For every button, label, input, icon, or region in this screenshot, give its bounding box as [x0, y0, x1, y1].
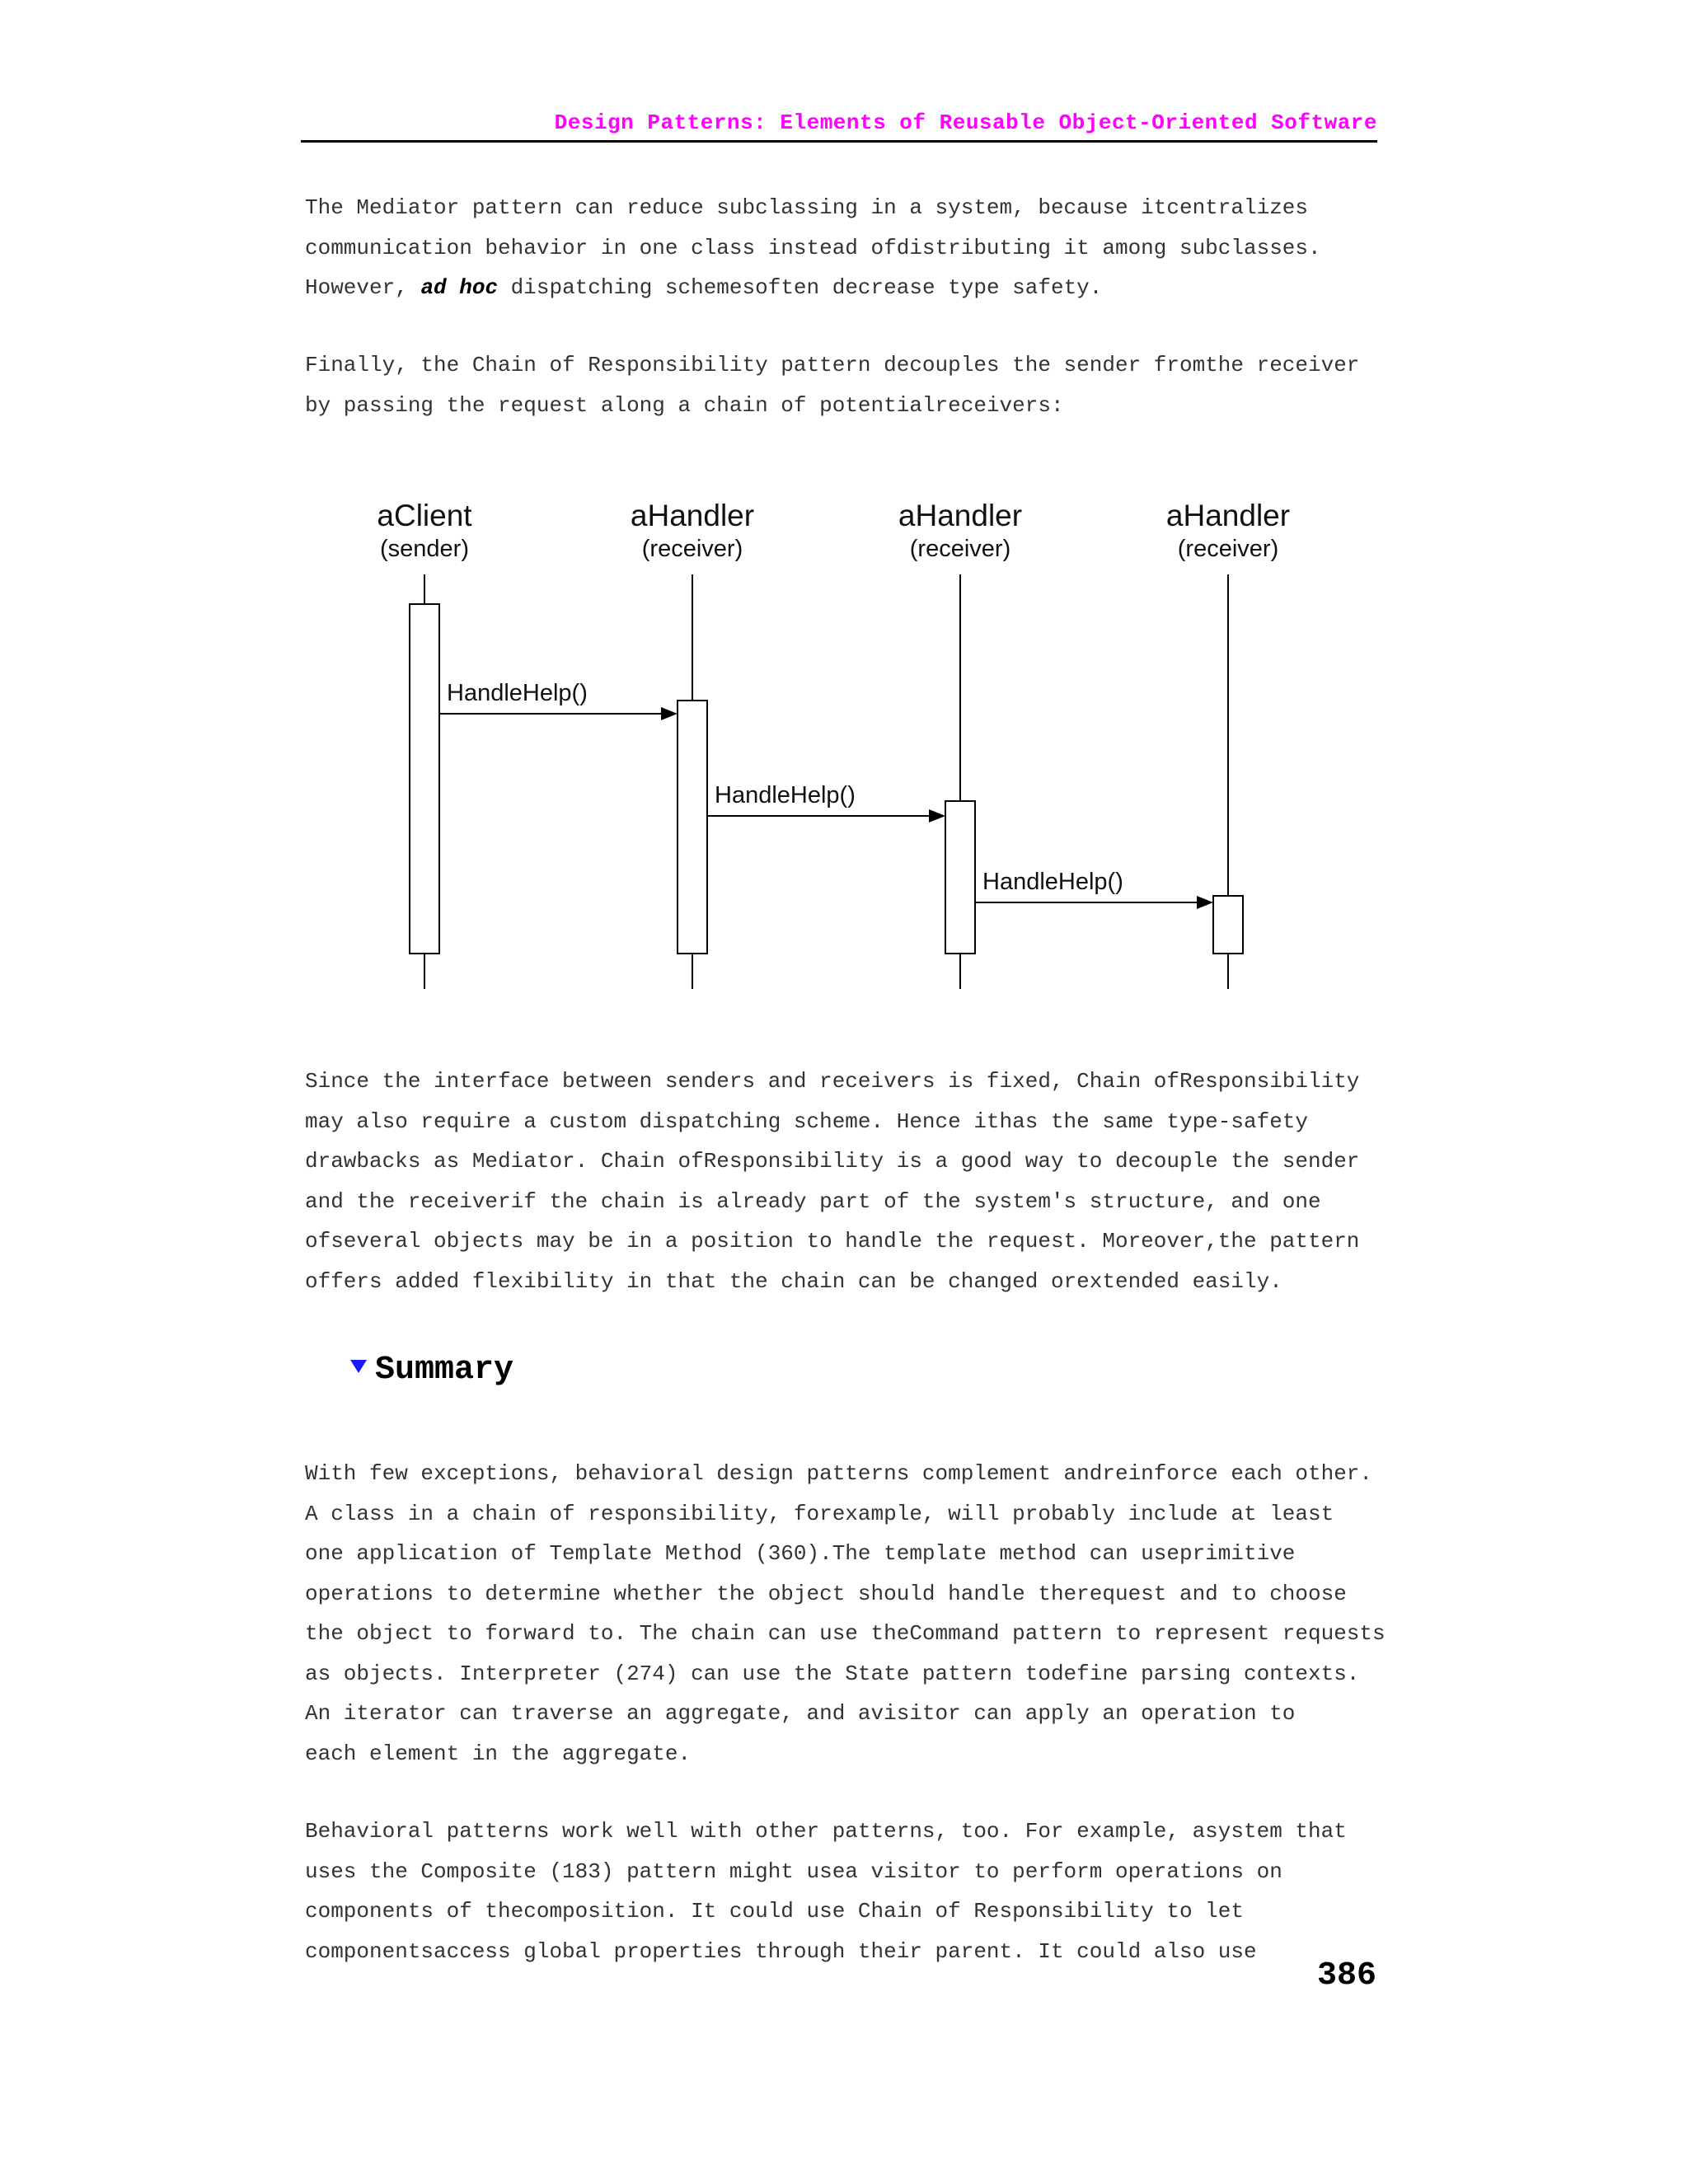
text-line: Finally, the Chain of Responsibility pattern decouples the sender fromthe receiver	[305, 353, 1360, 377]
object-role-handler-1: (receiver)	[641, 536, 743, 562]
page-number: 386	[1316, 1957, 1376, 1994]
text-line: operations to determine whether the object should handle therequest and to choose	[305, 1581, 1347, 1606]
text-line: one application of Template Method (360).The template method can useprimitive	[305, 1541, 1296, 1566]
paragraph-summary	[305, 1454, 1386, 1774]
paragraph-combining-patterns	[305, 1811, 1376, 1971]
text-line: An iterator can traverse an aggregate, and avisitor can apply an operation to	[305, 1701, 1296, 1726]
paragraph-chain-tradeoffs	[305, 1062, 1376, 1301]
text-line: componentsaccess global properties through their parent. It could also use	[305, 1938, 1257, 1964]
emphasis-ad-hoc: ad hoc	[420, 275, 499, 300]
text-line: drawbacks as Mediator. Chain ofResponsibility is a good way to decouple the sender	[305, 1149, 1360, 1174]
text-line: The Mediator pattern can reduce subclassing in a system, because itcentralizes	[305, 195, 1308, 220]
text-fragment: However,	[305, 275, 421, 300]
text-line: as objects. Interpreter (274) can use the State pattern todefine parsing contexts.	[305, 1661, 1360, 1686]
text-line: communication behavior in one class instead ofdistributing it among subclasses.	[305, 235, 1321, 260]
message-label-1: HandleHelp()	[447, 680, 588, 706]
message-label-2: HandleHelp()	[715, 782, 856, 808]
running-header: Design Patterns: Elements of Reusable Object-Oriented Software	[554, 110, 1377, 135]
activation-handler-3	[1213, 896, 1243, 954]
message-arrowhead-1	[661, 707, 678, 720]
message-arrowhead-3	[1197, 896, 1213, 909]
message-arrowhead-2	[929, 809, 945, 823]
text-line: may also require a custom dispatching scheme. Hence ithas the same type-safety	[305, 1108, 1308, 1134]
text-fragment: dispatching schemesoften decrease type safety.	[498, 275, 1103, 300]
object-name-handler-1: aHandler	[630, 499, 755, 532]
collapse-triangle-icon[interactable]	[350, 1360, 367, 1373]
text-line: Behavioral patterns work well with other patterns, too. For example, asystem that	[305, 1819, 1347, 1844]
summary-heading-text: Summary	[375, 1352, 514, 1389]
text-line: offers added flexibility in that the chain can be changed orextended easily.	[305, 1268, 1282, 1294]
object-role-handler-3: (receiver)	[1177, 536, 1279, 562]
activation-client	[410, 604, 439, 954]
activation-handler-2	[945, 801, 975, 954]
text-line: by passing the request along a chain of potentialreceivers:	[305, 392, 1064, 418]
text-line: each element in the aggregate.	[305, 1741, 692, 1766]
text-line: uses the Composite (183) pattern might usea visitor to perform operations on	[305, 1858, 1282, 1884]
text-line: the object to forward to. The chain can use theCommand pattern to represent requests	[305, 1621, 1386, 1646]
summary-heading[interactable]	[350, 1352, 513, 1389]
object-name-handler-3: aHandler	[1165, 499, 1291, 532]
object-role-handler-2: (receiver)	[909, 536, 1011, 562]
object-role-client: (sender)	[380, 536, 469, 562]
text-line: ofseveral objects may be in a position to handle the request. Moreover,the pattern	[305, 1229, 1360, 1254]
object-name-client: aClient	[377, 499, 472, 532]
object-name-handler-2: aHandler	[898, 499, 1023, 532]
activation-handler-1	[678, 701, 707, 954]
message-label-3: HandleHelp()	[982, 869, 1123, 895]
text-line: A class in a chain of responsibility, forexample, will probably include at least	[305, 1501, 1334, 1526]
text-line: and the receiverif the chain is already part of the system's structure, and one	[305, 1188, 1321, 1214]
text-line: components of thecomposition. It could use Chain of Responsibility to let	[305, 1899, 1244, 1924]
text-line: Since the interface between senders and receivers is fixed, Chain ofResponsibility	[305, 1069, 1360, 1094]
text-line: With few exceptions, behavioral design patterns complement andreinforce each other.	[305, 1461, 1373, 1486]
